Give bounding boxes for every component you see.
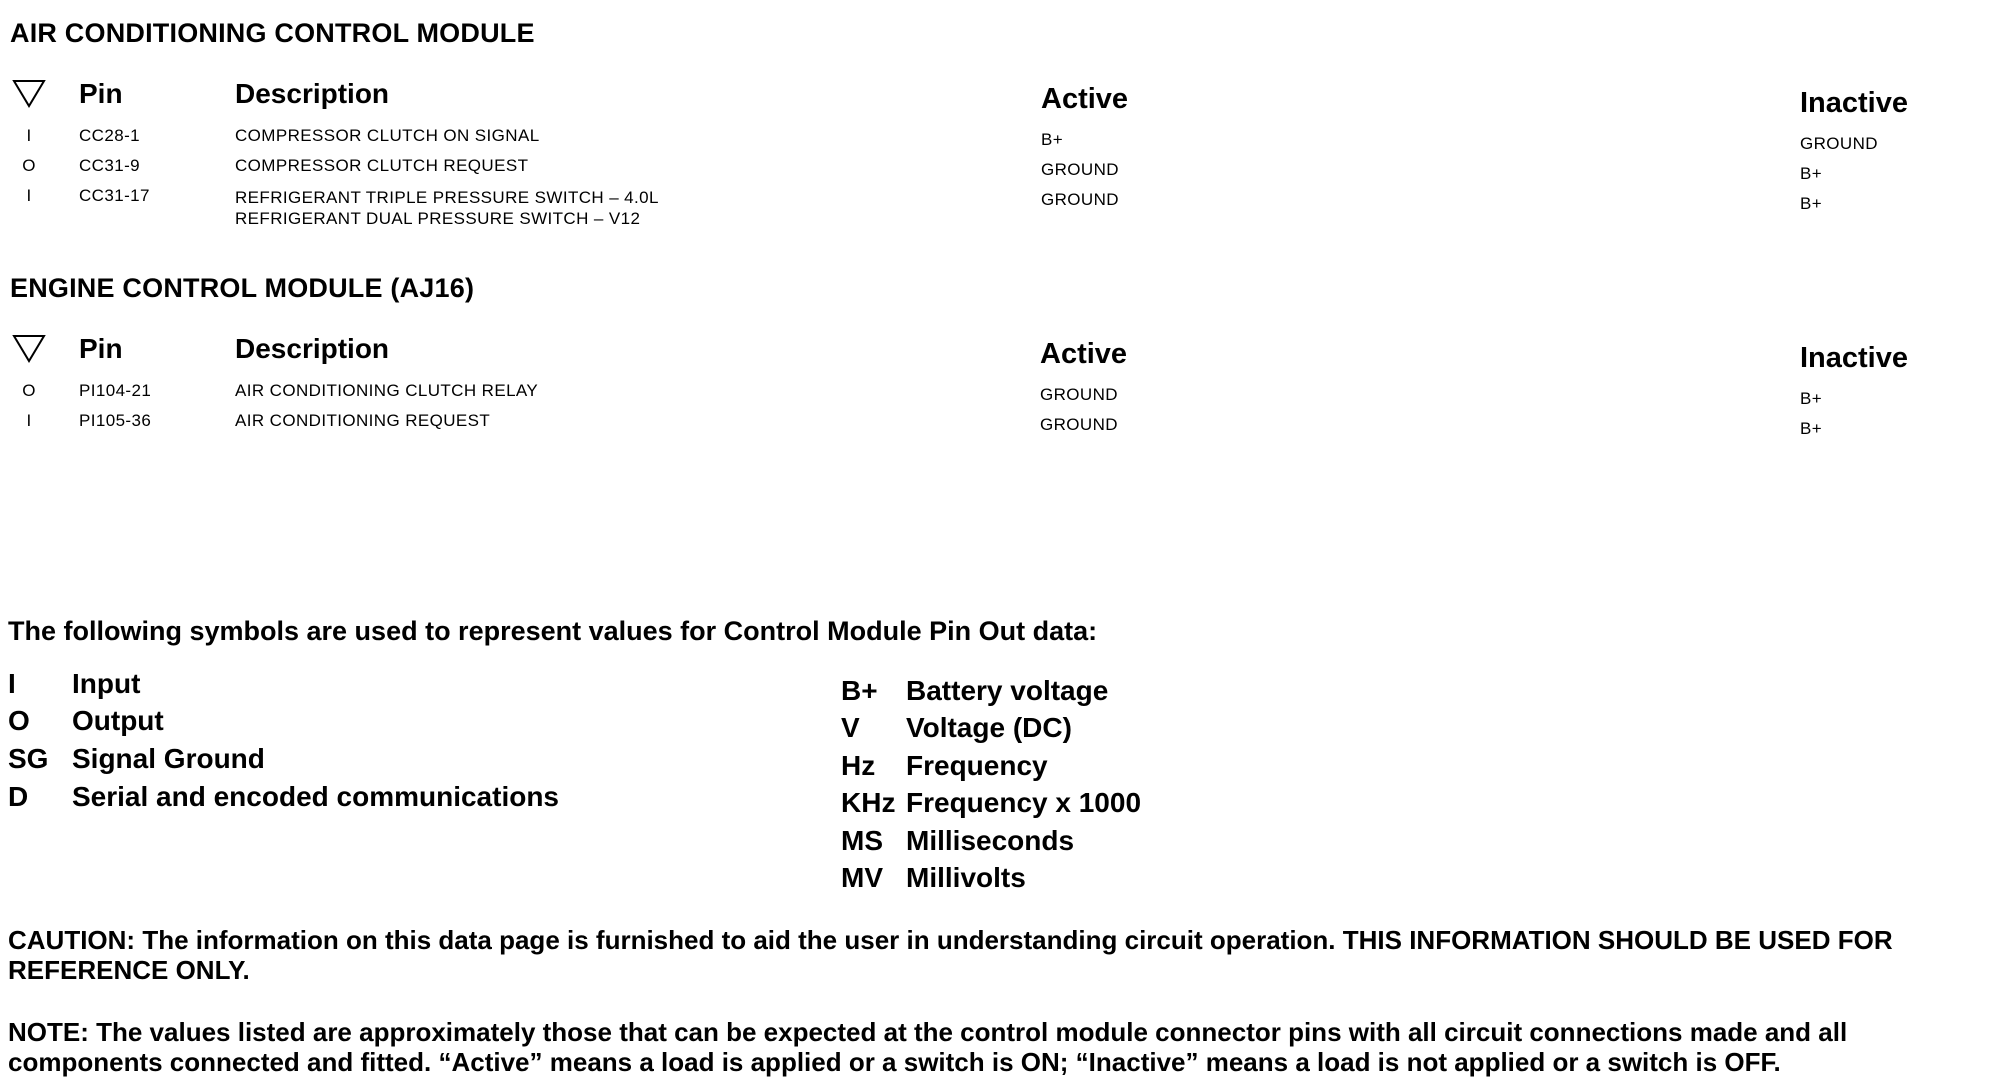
pin-header: Pin — [79, 78, 123, 109]
row-pin: CC31-9 — [79, 156, 140, 175]
legend-symbol: MV — [841, 862, 883, 893]
legend-description: Frequency x 1000 — [906, 787, 1142, 818]
legend-description: Voltage (DC) — [906, 712, 1072, 743]
row-active: GROUND — [1040, 385, 1118, 404]
row-direction: I — [26, 186, 32, 205]
section-title: ENGINE CONTROL MODULE (AJ16) — [10, 273, 475, 303]
row-direction: I — [26, 126, 32, 145]
legend-symbol: D — [8, 781, 29, 812]
active-header: Active — [1040, 338, 1128, 370]
legend-symbol: Hz — [841, 750, 876, 781]
row-active: GROUND — [1040, 415, 1118, 434]
row-inactive: GROUND — [1800, 134, 1878, 153]
row-active: GROUND — [1041, 190, 1119, 209]
row-active: GROUND — [1041, 160, 1119, 179]
legend-description: Signal Ground — [72, 743, 265, 774]
row-pin: CC28-1 — [79, 126, 140, 145]
triangle-icon — [12, 78, 46, 108]
legend-description: Milliseconds — [906, 825, 1075, 856]
legend-symbol: MS — [841, 825, 883, 856]
row-pin: PI105-36 — [79, 411, 152, 430]
description-header: Description — [235, 333, 390, 364]
legend-description: Battery voltage — [906, 675, 1109, 706]
active-header: Active — [1041, 83, 1129, 115]
row-inactive: B+ — [1800, 164, 1823, 183]
row-description-line2: REFRIGERANT DUAL PRESSURE SWITCH – V12 — [235, 209, 641, 228]
description-header: Description — [235, 78, 390, 109]
row-active: B+ — [1041, 130, 1064, 149]
row-direction: O — [22, 156, 36, 175]
row-inactive: B+ — [1800, 419, 1823, 438]
section-title: AIR CONDITIONING CONTROL MODULE — [10, 18, 535, 48]
legend-symbol: B+ — [841, 675, 878, 706]
legend-symbol: I — [8, 668, 16, 699]
legend-description: Output — [72, 705, 164, 736]
row-direction: I — [26, 411, 32, 430]
row-description: AIR CONDITIONING CLUTCH RELAY — [235, 381, 539, 400]
legend-description: Serial and encoded communications — [72, 781, 560, 812]
legend-description: Input — [72, 668, 141, 699]
row-direction: O — [22, 381, 36, 400]
row-description: COMPRESSOR CLUTCH REQUEST — [235, 156, 529, 175]
caution-text: CAUTION: The information on this data page is furnished to aid the user in understanding circuit operation. THIS INFORMATION SHOULD BE USED FOR REFERENCE ONLY. — [8, 925, 1893, 985]
legend-intro: The following symbols are used to represent values for Control Module Pin Out data: — [8, 616, 1098, 646]
legend-symbol: O — [8, 705, 30, 736]
legend-description: Frequency — [906, 750, 1048, 781]
row-pin: PI104-21 — [79, 381, 152, 400]
inactive-header: Inactive — [1800, 87, 1908, 119]
row-inactive: B+ — [1800, 194, 1823, 213]
row-pin: CC31-17 — [79, 186, 150, 205]
legend-symbol: SG — [8, 743, 49, 774]
triangle-icon — [12, 333, 46, 363]
legend-symbol: KHz — [841, 787, 896, 818]
row-inactive: B+ — [1800, 389, 1823, 408]
note-text: NOTE: The values listed are approximately those that can be expected at the control module connector pins with all circuit connections made and all components connected and fitted. “Active” means a load is applied or a switch is ON; “Inactive” means a load is not applied or a switch is OFF. — [8, 1017, 1848, 1077]
legend-symbol: V — [841, 712, 860, 743]
row-description: AIR CONDITIONING REQUEST — [235, 411, 491, 430]
inactive-header: Inactive — [1800, 342, 1908, 374]
row-description: COMPRESSOR CLUTCH ON SIGNAL — [235, 126, 540, 145]
row-description: REFRIGERANT TRIPLE PRESSURE SWITCH – 4.0L — [235, 188, 659, 207]
legend-description: Millivolts — [906, 862, 1026, 893]
pin-header: Pin — [79, 333, 123, 364]
